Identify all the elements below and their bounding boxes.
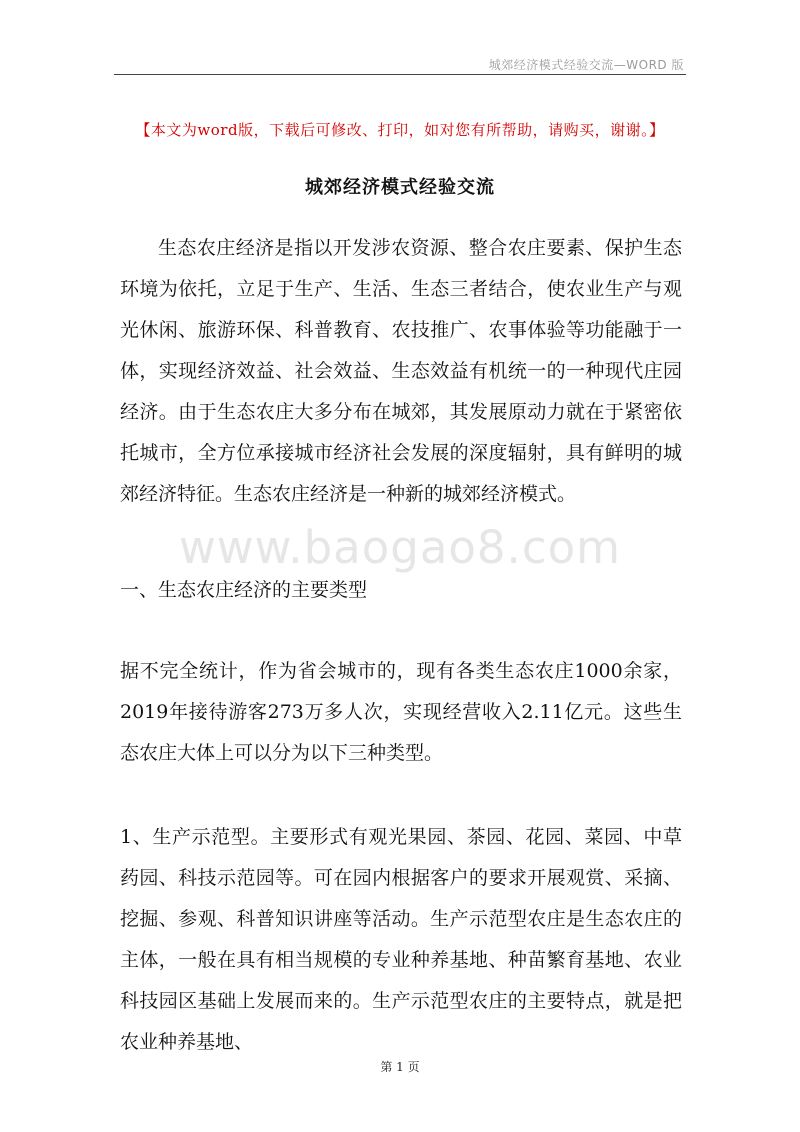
document-title: 城郊经济模式经验交流: [305, 177, 495, 198]
body-paragraph-intro: 生态农庄经济是指以开发涉农资源、整合农庄要素、保护生态环境为依托，立足于生产、生活、生态三者结合，使农业生产与观光休闲、旅游环保、科普教育、农技推广、农事体验等功能融于一体，实现经济效益、社会效益、生态效益有机统一的一种现代庄园经济。由于生态农庄大多分布在城郊，其发展原动力就在于紧密依托城市，全方位承接城市经济社会发展的深度辐射，具有鲜明的城郊经济特征。生态农庄经济是一种新的城郊经济模式。: [120, 237, 682, 505]
body-paragraph-statistics: 据不完全统计，作为省会城市的，现有各类生态农庄1000余家，2019年接待游客273万多人次，实现经营收入2.11亿元。这些生态农庄大体上可以分为以下三种类型。: [120, 660, 682, 764]
section-heading: 一、生态农庄经济的主要类型: [120, 579, 368, 601]
page-number: 第 1 页: [380, 1060, 420, 1074]
body-paragraph-production-type: 1、生产示范型。主要形式有观光果园、茶园、花园、菜园、中草药园、科技示范园等。可在园内根据客户的要求开展观赏、采摘、挖掘、参观、科普知识讲座等活动。生产示范型农庄是生态农庄的主体，一般在具有相当规模的专业种养基地、种苗繁育基地、农业科技园区基础上发展而来的。生产示范型农庄的主要特点，就是把农业种养基地、: [120, 826, 682, 1053]
running-header: 城郊经济模式经验交流—WORD 版: [488, 58, 684, 72]
download-notice: 【本文为word版，下载后可修改、打印，如对您有所帮助，请购买，谢谢。】: [135, 121, 665, 139]
header-divider: [114, 74, 686, 75]
watermark: www.baogao8.com: [179, 521, 621, 574]
